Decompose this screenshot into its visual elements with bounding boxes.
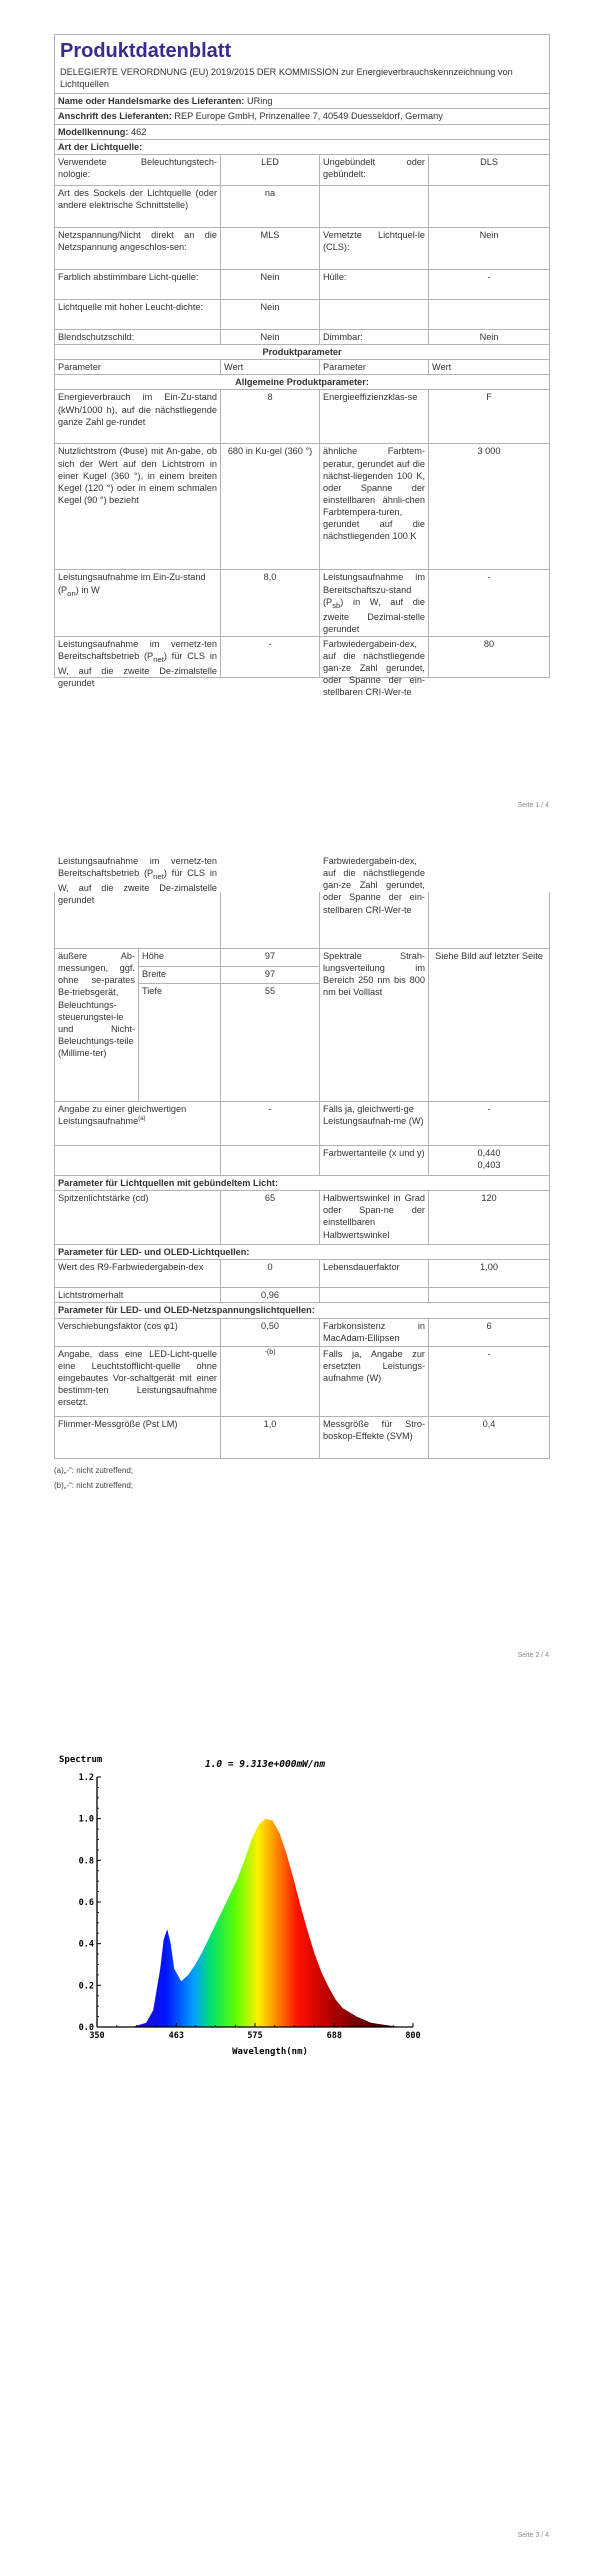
empty-cell [55,1146,221,1176]
cct-label: ähnliche Farbtem-peratur, gerundet auf die nächst-liegenden 100 K, oder Spanne der einstellbaren ähnli-chen Farbtempera-turen, gerundet auf die nächstliegenden 100 K [320,444,429,570]
table-row [55,444,550,570]
dim-width-label: Breite [139,966,221,984]
row-value: - [429,269,550,299]
y-tick-label: 0.6 [78,1898,94,1908]
table-row [55,570,550,637]
column-header: Wert [429,360,550,375]
energy-value: 8 [221,390,320,444]
svm-label: Messgröße für Stro-boskop-Effekte (SVM) [320,1416,429,1458]
section-heading-mains: Parameter für LED- und OLED-Netzspannungslichtquellen: [55,1303,550,1318]
row-label: Art des Sockels der Lichtquelle (oder andere elektrische Schnittstelle) [55,185,221,227]
table-row-split [55,636,550,677]
empty-cell [320,1288,429,1303]
row-label: Lichtquelle mit hoher Leucht-dichte: [55,299,221,329]
replace-power-label: Falls ja, Angabe zur ersetzten Leistungs-aufnahme (W) [320,1346,429,1416]
svm-value: 0,4 [429,1416,550,1458]
peak-label: Spitzenlichtstärke (cd) [55,1191,221,1245]
table-row [55,1416,550,1458]
flicker-label: Flimmer-Messgröße (Pst LM) [55,1416,221,1458]
row-label [320,185,429,227]
dim-height-value: 97 [221,949,320,967]
row-value [429,299,550,329]
equiv-power-value: - [429,1102,550,1146]
r9-label: Wert des R9-Farbwiedergabein-dex [55,1260,221,1288]
beam-value: 120 [429,1191,550,1245]
supplier-address-row [55,109,550,124]
net-standby-label: Leistungsaufnahme im vernetz-ten Bereitschaftsbetrieb $(P_{net})$ für CLS in W, auf die zweite De-zimalstelle gerundet [55,636,221,677]
y-tick-label: 1.0 [78,1814,94,1825]
page-2 [0,820,603,1700]
cri-label-continued: Farbwiedergabein-dex, auf die nächstliegende gan-ze Zahl gerundet, oder Spanne der ein-stellbaren CRI-Wer-te [320,892,429,949]
flicker-value: 1,0 [221,1416,320,1458]
table-row-continued [55,892,550,949]
cri-label: Farbwiedergabein-dex, auf die nächstliegende gan-ze Zahl gerundet, oder Spanne der ein-stellbaren CRI-Wer-te [320,636,429,677]
macadam-value: 6 [429,1318,550,1346]
standby-label: Leistungsaufnahme im Bereitschaftszu-stand $(P_{sb})$ in W, auf die zweite Dezimal-stelle gerundet [320,570,429,637]
table-row [55,1318,550,1346]
row-label: Vernetzte Lichtquel-le (CLS): [320,227,429,269]
y-tick-label: 0.8 [78,1856,94,1867]
flux-label: Nutzlichtstrom (Φuse) mit An-gabe, ob sich der Wert auf den Lichtstrom in einer Kugel (360 °), in einem breiten Kegel (120 °) oder in einem schmalen Kegel (90 °) bezieht [55,444,221,570]
row-value: LED [221,154,320,185]
page-title: Produktdatenblatt [60,40,232,62]
dim-depth-label: Tiefe [139,984,221,1102]
table-row [55,1260,550,1288]
empty-cell [429,892,550,949]
row-value: na [221,185,320,227]
x-tick-label: 575 [247,2031,263,2041]
r9-value: 0 [221,1260,320,1288]
dimensions-row [55,949,550,967]
spectrum-chart-svg [55,1752,455,2062]
table-row [55,1146,550,1176]
section-heading-led: Parameter für LED- und OLED-Lichtquellen: [55,1245,550,1260]
empty-cell [221,892,320,949]
row-label: Blendschutzschild: [55,329,221,344]
table-row [55,390,550,444]
y-tick-label: 1.2 [78,1773,94,1783]
equiv-power-label: Falls ja, gleichwerti-ge Leistungsaufnah-me (W) [320,1102,429,1146]
row-value: Nein [429,227,550,269]
datasheet-part-2 [54,856,549,1493]
efficiency-label: Energieeffizienzklas-se [320,390,429,444]
datasheet-part-1 [54,34,549,698]
footnote-b: (b)„-“: nicht zutreffend; [54,1480,133,1490]
x-tick-label: 463 [168,2031,185,2041]
table-row [55,329,550,344]
spectral-value: Siehe Bild auf letzter Seite [429,949,550,1102]
table-row [55,299,550,329]
section-heading-product-parameters: Produktparameter [55,344,550,359]
row-value: DLS [429,154,550,185]
supplier-name: URing [246,96,273,107]
beam-label: Halbwertswinkel in Grad oder Span-ne der einstellbaren Halbwertswinkel [320,1191,429,1245]
datasheet-table-2 [54,856,550,1459]
row-label: Hülle: [320,269,429,299]
maint-value: 0,96 [221,1288,320,1303]
y-tick-label: 0.2 [78,1981,94,1992]
dim-width-value: 97 [221,966,320,984]
replace-power-value: - [429,1346,550,1416]
page-3 [0,1700,603,2560]
dim-height-label: Höhe [139,949,221,967]
dimensions-label: äußere Ab-messungen, ggf. ohne se-parates Be-triebsgerät, Beleuchtungs-steuerungstei-le und Nicht-Beleuchtungs-teile (Millime-ter) [55,949,139,1102]
table-row [55,1346,550,1416]
empty-cell [221,1146,320,1176]
page-number: Seite 2 / 4 [517,1652,549,1659]
footnote-a: (a)„-“: nicht zutreffend; [54,1465,133,1475]
spectral-label: Spektrale Strah-lungsverteilung im Bereich 250 nm bis 800 nm bei Volllast [320,949,429,1102]
model-value: 462 [131,126,147,137]
spectrum-area [118,1819,399,2027]
column-header: Parameter [55,360,221,375]
flux-value: 680 in Ku-gel (360 °) [221,444,320,570]
net-standby-label-continued: Leistungsaufnahme im vernetz-ten Bereitschaftsbetrieb $(P_{net})$ für CLS in W, auf die zweite De-zimalstelle gerundet [55,892,221,949]
model-row [55,124,550,139]
row-label: Farblich abstimmbare Licht-quelle: [55,269,221,299]
table-row [55,154,550,185]
page-number: Seite 1 / 4 [517,802,549,809]
datasheet-table-1 [54,34,550,698]
supplier-address: REP Europe GmbH, Prinzenallee 7, 40549 Duesseldorf, Germany [174,111,443,122]
page-number: Seite 3 / 4 [517,2532,549,2539]
life-value: 1,00 [429,1260,550,1288]
table-row [55,185,550,227]
x-tick-label: 350 [89,2031,105,2041]
standby-value: - [429,570,550,637]
cri-value: 80 [429,636,550,677]
row-value: Nein [221,299,320,329]
row-value [429,185,550,227]
table-row [55,1191,550,1245]
row-label [320,299,429,329]
life-label: Lebensdauerfaktor [320,1260,429,1288]
column-header: Parameter [320,360,429,375]
chroma-value: 0,440 0,403 [429,1146,550,1176]
model-label: Modellkennung: [58,126,129,137]
x-tick-label: 688 [326,2031,343,2041]
energy-label: Energieverbrauch im Ein-Zu-stand (kWh/1000 h), auf die nächstliegende ganze Zahl ge-rundet [55,390,221,444]
efficiency-value: F [429,390,550,444]
replace-value: -(b) [221,1346,320,1416]
table-row [55,269,550,299]
regulation-text: DELEGIERTE VERORDNUNG (EU) 2019/2015 DER KOMMISSION zur Energieverbrauchskennzeichnung von Lichtquellen [60,67,513,90]
dpf-label: Verschiebungsfaktor (cos φ1) [55,1318,221,1346]
row-value: MLS [221,227,320,269]
replace-label: Angabe, dass eine LED-Licht-quelle eine Leuchtstofflicht-quelle ohne eingebautes Vor-schaltgerät mit einer bestimm-ten Leistungsaufnahme ersetzt. [55,1346,221,1416]
row-label: Dimmbar: [320,329,429,344]
on-power-value: 8,0 [221,570,320,637]
page-1 [0,0,603,820]
table-row [55,1288,550,1303]
supplier-address-label: Anschrift des Lieferanten: [58,111,172,122]
column-header-row [55,360,550,375]
macadam-label: Farbkonsistenz in MacAdam-Ellipsen [320,1318,429,1346]
dim-depth-value: 55 [221,984,320,1102]
supplier-name-row [55,94,550,109]
peak-value: 65 [221,1191,320,1245]
section-heading-directional: Parameter für Lichtquellen mit gebündeltem Licht: [55,1176,550,1191]
empty-cell [429,1288,550,1303]
table-row [55,227,550,269]
net-standby-value: - [221,636,320,677]
supplier-name-label: Name oder Handelsmarke des Lieferanten: [58,96,245,107]
title-block [55,35,550,94]
equiv-label: Angabe zu einer gleichwertigen Leistungsaufnahme$^{(a)}$ [55,1102,221,1146]
spectrum-chart [55,1752,455,2067]
chroma-label: Farbwertanteile (x und y) [320,1146,429,1176]
row-value: Nein [429,329,550,344]
row-label: Verwendete Beleuchtungstech-nologie: [55,154,221,185]
y-axis-label: Spectrum [59,1755,103,1765]
row-value: Nein [221,269,320,299]
y-tick-label: 0.4 [78,1939,94,1950]
maint-label: Lichtstromerhalt [55,1288,221,1303]
column-header: Wert [221,360,320,375]
x-axis-label: Wavelength(nm) [232,2047,308,2057]
equiv-value: - [221,1102,320,1146]
on-power-label: Leistungsaufnahme im Ein-Zu-stand $(P_{on})$ in W [55,570,221,637]
y-tick-label: 0.0 [78,2023,94,2033]
chart-title: 1.0 = 9.313e+000mW/nm [204,1759,326,1770]
footnotes [54,1463,549,1493]
table-row [55,1102,550,1146]
row-label: Netzspannung/Nicht direkt an die Netzspannung angeschlos-sen: [55,227,221,269]
row-value: Nein [221,329,320,344]
light-source-type-heading: Art der Lichtquelle: [55,139,550,154]
x-tick-label: 800 [405,2031,421,2041]
dpf-value: 0,50 [221,1318,320,1346]
row-label: Ungebündelt oder gebündelt: [320,154,429,185]
cct-value: 3 000 [429,444,550,570]
section-heading-general: Allgemeine Produktparameter: [55,375,550,390]
